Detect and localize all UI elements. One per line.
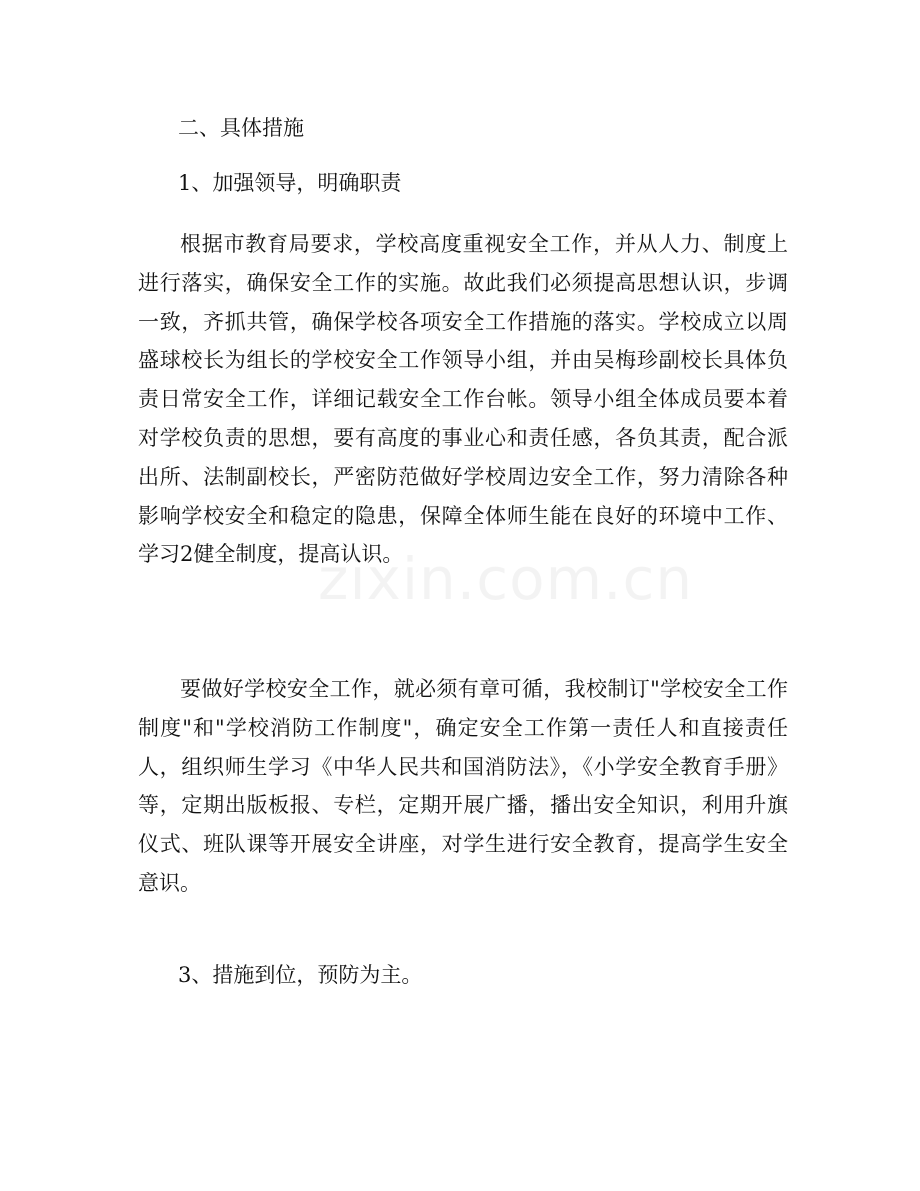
section-heading: 二、具体措施 (178, 116, 304, 140)
paragraph-leadership: 根据市教育局要求，学校高度重视安全工作，并从人力、制度上进行落实，确保安全工作的实施。故此我们必须提高思想认识，步调一致，齐抓共管，确保学校各项安全工作措施的落实。学校成立以周盛球校长为组长的学校安全工作领导小组，并由吴梅珍副校长具体负责日常安全工作，详细记载安全工作台帐。领导小组全体成员要本着对学校负责的思想，要有高度的事业心和责任感，各负其责，配合派出所、法制副校长，严密防范做好学校周边安全工作，努力清除各种影响学校安全和稳定的隐患，保障全体师生能在良好的环境中工作、学习2健全制度，提高认识。 (138, 232, 788, 567)
sub-heading-measures: 3、措施到位，预防为主。 (178, 963, 423, 987)
paragraph-system: 要做好学校安全工作，就必须有章可循，我校制订"学校安全工作制度"和"学校消防工作制度"，确定安全工作第一责任人和直接责任人，组织师生学习《中华人民共和国消防法》，《小学安全教育手册》等，定期出版板报、专栏，定期开展广播，播出安全知识，利用升旗仪式、班队课等开展安全讲座，对学生进行安全教育，提高学生安全意识。 (138, 677, 788, 895)
sub-heading-leadership: 1、加强领导，明确职责 (178, 171, 402, 195)
